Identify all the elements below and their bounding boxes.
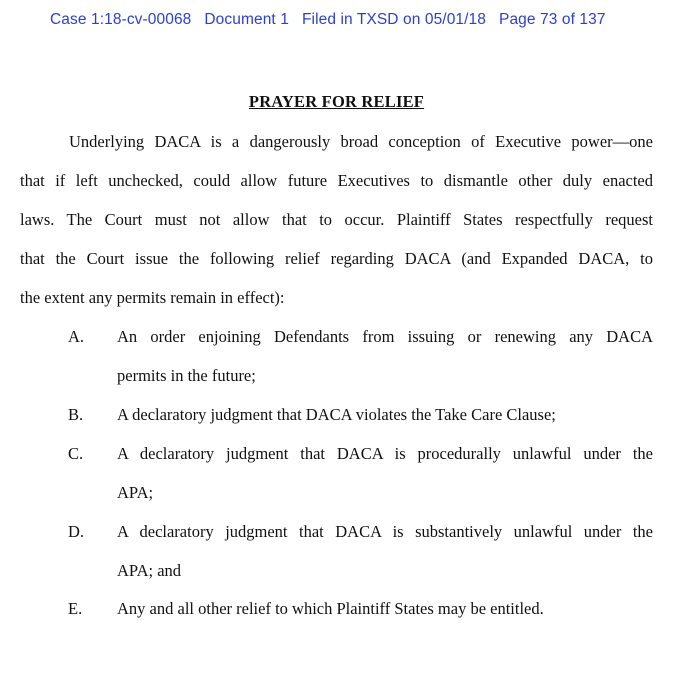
filing-header bbox=[50, 11, 619, 29]
item-letter: E. bbox=[68, 599, 83, 618]
item-line: Any and all other relief to which Plaintiff States may be entitled. bbox=[117, 599, 544, 618]
section-title: PRAYER FOR RELIEF bbox=[248, 92, 425, 111]
intro-line: that the Court issue the following relief regarding DACA (and Expanded DACA, to bbox=[20, 249, 653, 268]
item-line: A declaratory judgment that DACA is procedurally unlawful under the bbox=[117, 444, 653, 463]
intro-line: that if left unchecked, could allow future Executives to dismantle other duly enacted bbox=[20, 171, 653, 190]
item-line: permits in the future; bbox=[117, 366, 256, 385]
item-line: APA; and bbox=[117, 561, 182, 580]
item-letter: D. bbox=[68, 522, 85, 541]
item-line: A declaratory judgment that DACA is substantively unlawful under the bbox=[117, 522, 653, 541]
item-letter: B. bbox=[68, 405, 84, 424]
intro-line: the extent any permits remain in effect): bbox=[20, 288, 285, 307]
item-letter: A. bbox=[68, 327, 85, 346]
intro-line: Underlying DACA is a dangerously broad conception of Executive power—one bbox=[69, 132, 653, 151]
filed-date: Filed in TXSD on 05/01/18 bbox=[301, 11, 486, 28]
document-number: Document 1 bbox=[204, 11, 289, 28]
case-number: Case 1:18-cv-00068 bbox=[50, 11, 192, 28]
item-line: An order enjoining Defendants from issuing or renewing any DACA bbox=[117, 327, 653, 346]
intro-line: laws. The Court must not allow that to occur. Plaintiff States respectfully request bbox=[20, 210, 653, 229]
item-line: APA; bbox=[117, 483, 154, 502]
item-line: A declaratory judgment that DACA violates the Take Care Clause; bbox=[117, 405, 556, 424]
page-number: Page 73 of 137 bbox=[499, 11, 606, 28]
item-letter: C. bbox=[68, 444, 84, 463]
